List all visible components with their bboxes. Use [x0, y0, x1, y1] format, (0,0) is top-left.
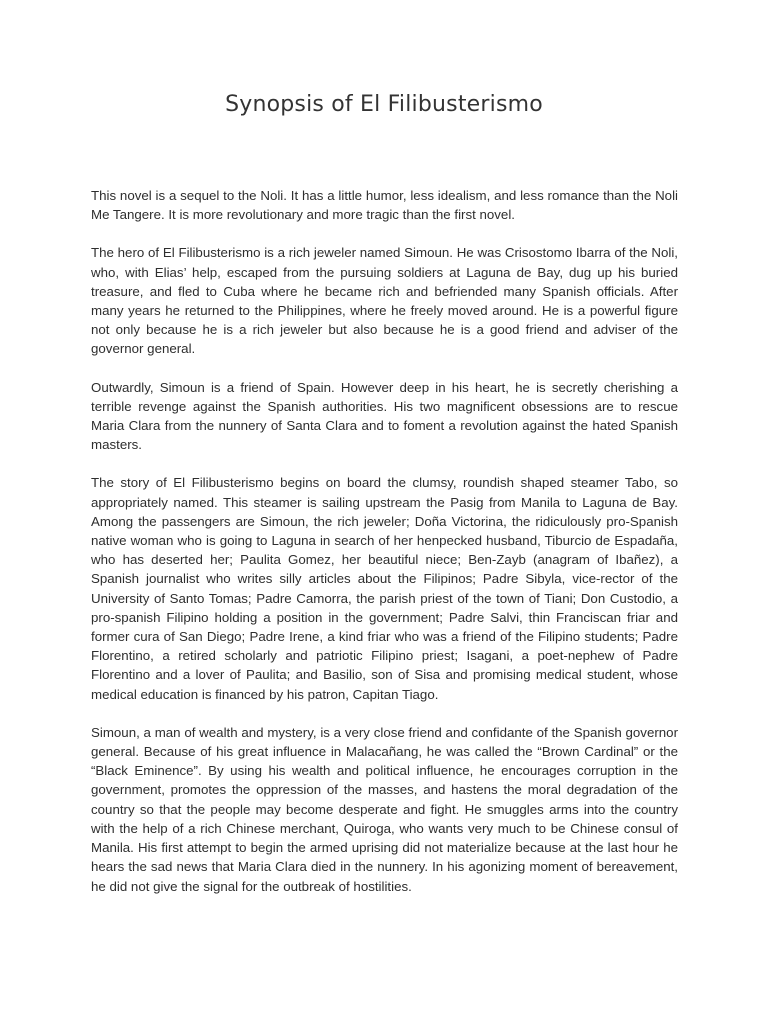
paragraph-3: Outwardly, Simoun is a friend of Spain. However deep in his heart, he is secretly cherishing a terrible revenge against the Spanish authorities. His two magnificent obsessions are to rescue Maria Clara from the nunnery of Santa Clara and to foment a revolution against the hated Spanish masters. [91, 379, 678, 453]
paragraph-5: Simoun, a man of wealth and mystery, is a very close friend and confidante of the Spanish governor general. Because of his great influence in Malacañang, he was called the “Brown Cardinal” or the “Black Eminence”. By using his wealth and political influence, he encourages corruption in the government, promotes the oppression of the masses, and hastens the moral degradation of the country so that the people may become desperate and fight. He smuggles arms into the country with the help of a rich Chinese merchant, Quiroga, who wants very much to be Chinese consul of Manila. His first attempt to begin the armed uprising did not materialize because at the last hour he hears the sad news that Maria Clara died in the nunnery. In his agonizing moment of bereavement, he did not give the signal for the outbreak of hostilities. [91, 724, 678, 894]
paragraph-2: The hero of El Filibusterismo is a rich jeweler named Simoun. He was Crisostomo Ibarra of the Noli, who, with Elias’ help, escaped from the pursuing soldiers at Laguna de Bay, dug up his buried treasure, and fled to Cuba where he became rich and befriended many Spanish officials. After many years he returned to the Philippines, where he freely moved around. He is a powerful figure not only because he is a rich jeweler but also because he is a good friend and adviser of the governor general. [91, 245, 678, 357]
paragraph-4: The story of El Filibusterismo begins on board the clumsy, roundish shaped steamer Tabo, so appropriately named. This steamer is sailing upstream the Pasig from Manila to Laguna de Bay. Among the passengers are Simoun, the rich jeweler; Doña Victorina, the ridiculously pro-Spanish native woman who is going to Laguna in search of her henpecked husband, Tiburcio de Espadaña, who has deserted her; Paulita Gomez, her beautiful niece; Ben-Zayb (anagram of Ibañez), a Spanish journalist who writes silly articles about the Filipinos; Padre Sibyla, vice-rector of the University of Santo Tomas; Padre Camorra, the parish priest of the town of Tiani; Don Custodio, a pro-spanish Filipino holding a position in the government; Padre Salvi, thin Franciscan friar and former cura of San Diego; Padre Irene, a kind friar who was a friend of the Filipino students; Padre Florentino, a retired scholarly and patriotic Filipino priest; Isagani, a poet-nephew of Padre Florentino and a lover of Paulita; and Basilio, son of Sisa and promising medical student, whose medical education is financed by his patron, Capitan Tiago. [91, 475, 678, 702]
paragraph-1: This novel is a sequel to the Noli. It has a little humor, less idealism, and less romance than the Noli Me Tangere. It is more revolutionary and more tragic than the first novel. [91, 188, 678, 223]
document-title: Synopsis of El Filibusterismo [225, 92, 543, 117]
document-body [91, 186, 678, 915]
